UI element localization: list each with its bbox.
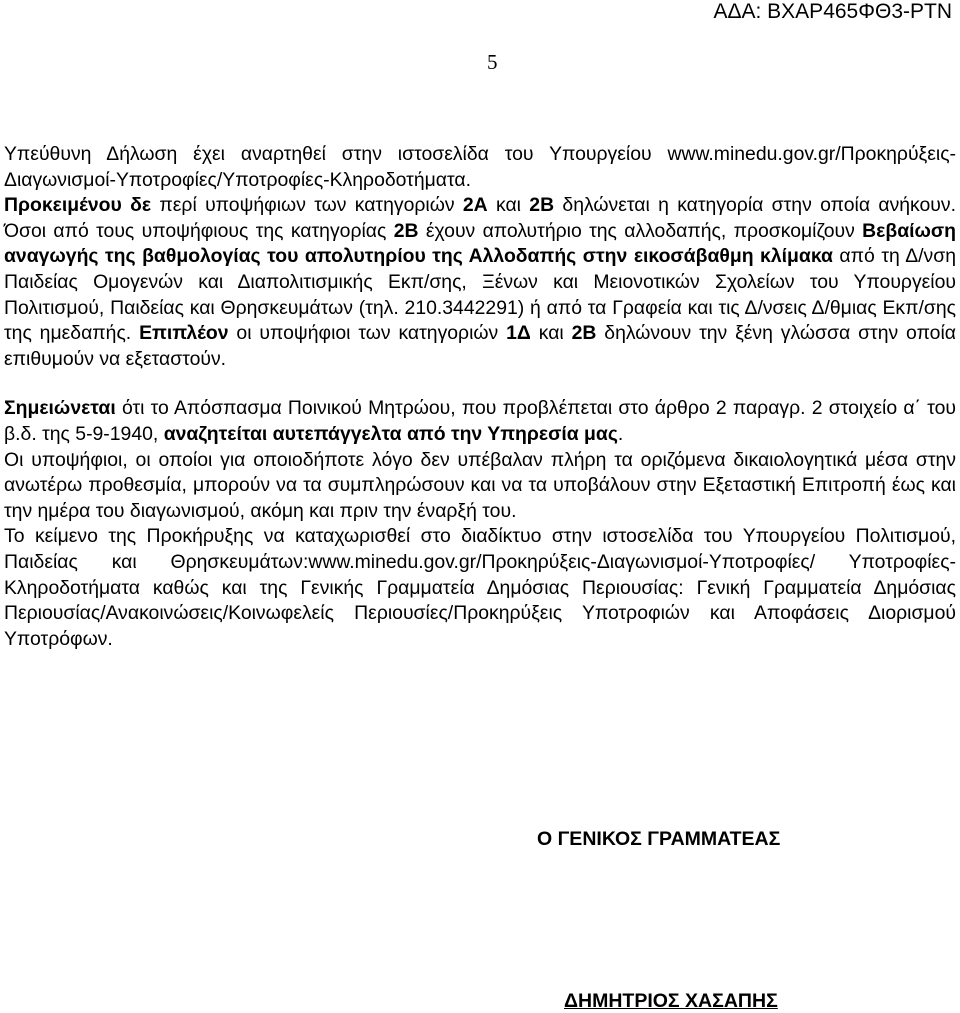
paragraph-criminal-record	[4, 396, 956, 447]
paragraph-declaration	[4, 142, 956, 372]
paragraph-supplementary-docs	[4, 448, 956, 525]
text-run: έχουν απολυτήριο της αλλοδαπής, προσκομίζουν	[418, 219, 863, 242]
bold-run: 2Β	[393, 219, 419, 242]
bold-run: 2Α	[462, 194, 488, 217]
bold-run: αναζητείται αυτεπάγγελτα από την Υπηρεσία μας	[163, 422, 618, 445]
text-run: Υπεύθυνη Δήλωση έχει αναρτηθεί στην ιστοσελίδα του Υπουργείου www.minedu.gov.gr/Προκηρύξεις-Διαγωνισμοί-Υποτροφίες/Υποτροφίες-Κληροδοτήματα.	[4, 143, 956, 191]
document-body	[4, 142, 956, 652]
page-number: 5	[487, 50, 498, 74]
text-run: περί υποψήφιων των κατηγοριών	[151, 194, 463, 217]
text-run: .	[617, 422, 624, 445]
text-run: ότι το Απόσπασμα Ποινικού Μητρώου, που προβλέπεται στο άρθρο 2 παραγρ. 2 στοιχείο α΄ του β.δ. της 5-9-1940,	[4, 397, 956, 445]
text-run: και	[487, 194, 530, 217]
signer-name: ΔΗΜΗΤΡΙΟΣ ΧΑΣΑΠΗΣ	[564, 990, 778, 1012]
text-run: δηλώνουν την ξένη γλώσσα στην οποία επιθυμούν να εξεταστούν.	[4, 322, 956, 370]
paragraph-publication	[4, 524, 956, 652]
bold-run: 2Β	[529, 194, 555, 217]
bold-run: 2Β	[571, 322, 597, 345]
text-run: Οι υποψήφιοι, οι οποίοι για οποιοδήποτε λόγο δεν υπέβαλαν πλήρη τα οριζόμενα δικαιολογητικά μέσα στην ανωτέρω προθεσμία, μπορούν να τα συμπληρώσουν και να τα υποβάλουν στην Εξεταστική Επιτροπή έως και την ημέρα του διαγωνισμού, ακόμη και πριν την έναρξή του.	[4, 448, 956, 522]
ada-code: ΑΔΑ: ΒΧΑΡ465ΦΘ3-ΡΤΝ	[713, 0, 952, 23]
bold-run: Προκειμένου δε	[4, 194, 152, 217]
text-run: δηλώνεται η κατηγορία στην οποία ανήκουν. Όσοι από τους υποψήφιους της κατηγορίας	[4, 194, 956, 242]
text-run: Το κείμενο της Προκήρυξης να καταχωρισθεί στο διαδίκτυο στην ιστοσελίδα του Υπουργείου Πολιτισμού, Παιδείας και Θρησκευμάτων:www.minedu.gov.gr/Προκηρύξεις-Διαγωνισμοί-Υποτροφίες/ Υποτροφίες-Κληροδοτήματα καθώς και της Γενικής Γραμματεία Δημόσιας Περιουσίας: Γενική Γραμματεία Δημόσιας Περιουσίας/Ανακοινώσεις/Κοινωφελείς Περιουσίες/Προκηρύξεις Υποτροφιών και Αποφάσεις Διορισμού Υποτρόφων.	[4, 525, 956, 650]
bold-run: Επιπλέον	[139, 322, 229, 345]
text-run: και	[530, 322, 572, 345]
bold-run: Βεβαίωση αναγωγής της βαθμολογίας του απολυτηρίου της Αλλοδαπής στην εικοσάβαθμη κλίμακα	[4, 219, 956, 268]
bold-run: 1Δ	[506, 322, 531, 345]
paragraph-spacer	[4, 372, 956, 396]
text-run: οι υποψήφιοι των κατηγοριών	[228, 322, 507, 345]
bold-run: Σημειώνεται	[4, 397, 116, 420]
text-run: από τη Δ/νση Παιδείας Ομογενών και Διαπολιτισμικής Εκπ/σης, Ξένων και Μειονοτικών Σχολείων του Υπουργείου Πολιτισμού, Παιδείας και Θρησκευμάτων (τηλ. 210.3442291) ή από τα Γραφεία και τις Δ/νσεις Δ/θμιας Εκπ/σης της ημεδαπής.	[4, 245, 956, 345]
signer-title: Ο ΓΕΝΙΚΟΣ ΓΡΑΜΜΑΤΕΑΣ	[537, 828, 781, 850]
